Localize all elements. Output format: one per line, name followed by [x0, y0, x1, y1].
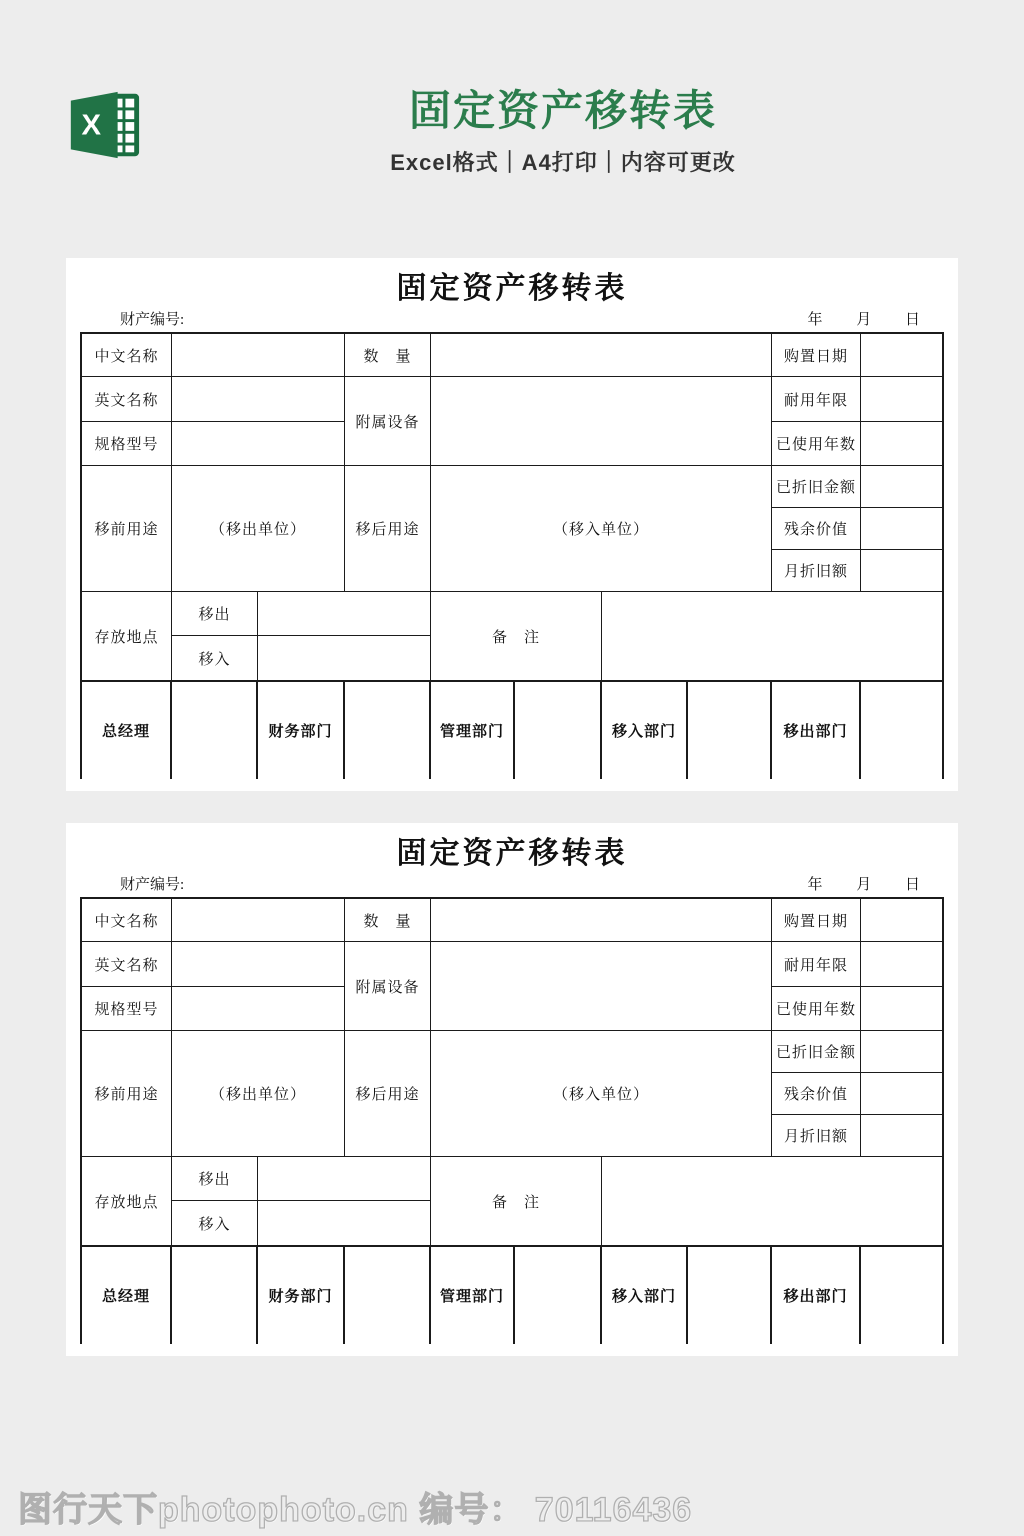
input-cell-cn-name	[172, 334, 345, 377]
label-transfer-out-dept: 移出部门	[772, 1247, 861, 1344]
label-en-name: 英文名称	[82, 377, 172, 422]
label-spec-model: 规格型号	[82, 422, 172, 466]
label-used-years: 已使用年数	[772, 422, 861, 466]
form-title: 固定资产移转表	[396, 272, 628, 305]
input-cell-purchase-date	[861, 334, 942, 377]
input-cell-purchase-date	[861, 899, 942, 942]
input-cell-en-name	[172, 942, 345, 987]
label-storage-location: 存放地点	[82, 592, 172, 682]
label-remarks: 备 注	[431, 592, 602, 682]
input-cell-monthly-depreciation	[861, 550, 942, 592]
form-table	[80, 332, 944, 779]
form-card-slot-1	[0, 258, 1024, 791]
label-management-dept: 管理部门	[431, 1247, 515, 1344]
sign-cell-transfer-in-dept	[688, 1247, 772, 1344]
input-cell-used-years	[861, 987, 942, 1031]
label-general-manager: 总经理	[82, 682, 172, 779]
sign-cell-general-manager	[172, 1247, 258, 1344]
asset-transfer-form-card	[66, 258, 958, 791]
input-cell-move-out	[258, 1157, 431, 1201]
property-no-label: 财产编号:	[120, 877, 185, 893]
label-transfer-in-dept: 移入部门	[602, 1247, 688, 1344]
svg-text:X: X	[81, 109, 102, 142]
label-transfer-in-dept: 移入部门	[602, 682, 688, 779]
month-label: 月	[856, 312, 872, 328]
sign-cell-general-manager	[172, 682, 258, 779]
label-depreciated-amount: 已折旧金额	[772, 1031, 861, 1073]
label-move-in: 移入	[172, 1201, 258, 1247]
month-label: 月	[856, 877, 872, 893]
input-cell-durable-years	[861, 942, 942, 987]
date-labels	[807, 873, 920, 897]
day-label: 日	[904, 312, 920, 328]
sign-cell-finance-dept	[345, 682, 431, 779]
label-durable-years: 耐用年限	[772, 942, 861, 987]
page-header	[0, 0, 1024, 258]
input-cell-spec-model	[172, 987, 345, 1031]
input-cell-used-years	[861, 422, 942, 466]
label-qty: 数 量	[345, 334, 431, 377]
label-monthly-depreciation: 月折旧额	[772, 1115, 861, 1157]
property-no-label: 财产编号:	[120, 312, 185, 328]
input-cell-depreciated-amount	[861, 466, 942, 508]
label-attached-equipment: 附属设备	[345, 942, 431, 1031]
page-subtitle: Excel格式｜A4打印｜内容可更改	[390, 150, 736, 175]
input-cell-residual-value	[861, 1073, 942, 1115]
label-en-name: 英文名称	[82, 942, 172, 987]
input-cell-move-out	[258, 592, 431, 636]
label-finance-dept: 财务部门	[258, 682, 345, 779]
input-cell-remarks	[602, 1157, 942, 1247]
form-card-slot-2	[0, 823, 1024, 1356]
input-cell-qty	[431, 899, 772, 942]
label-durable-years: 耐用年限	[772, 377, 861, 422]
day-label: 日	[904, 877, 920, 893]
label-purchase-date: 购置日期	[772, 334, 861, 377]
label-management-dept: 管理部门	[431, 682, 515, 779]
label-qty: 数 量	[345, 899, 431, 942]
label-finance-dept: 财务部门	[258, 1247, 345, 1344]
label-attached-equipment: 附属设备	[345, 377, 431, 466]
input-cell-move-in	[258, 636, 431, 682]
page-title: 固定资产移转表	[408, 87, 717, 134]
label-used-years: 已使用年数	[772, 987, 861, 1031]
label-move-out: 移出	[172, 592, 258, 636]
input-cell-en-name	[172, 377, 345, 422]
sign-cell-finance-dept	[345, 1247, 431, 1344]
form-table	[80, 897, 944, 1344]
input-cell-attached-equipment	[431, 942, 772, 1031]
input-cell-spec-model	[172, 422, 345, 466]
label-move-in: 移入	[172, 636, 258, 682]
label-move-out: 移出	[172, 1157, 258, 1201]
label-pre-transfer-use: 移前用途	[82, 466, 172, 592]
label-pre-transfer-use: 移前用途	[82, 1031, 172, 1157]
input-cell-remarks	[602, 592, 942, 682]
label-post-transfer-use: 移后用途	[345, 1031, 431, 1157]
label-cn-name: 中文名称	[82, 899, 172, 942]
year-label: 年	[807, 877, 823, 893]
sign-cell-management-dept	[515, 1247, 602, 1344]
label-spec-model: 规格型号	[82, 987, 172, 1031]
sign-cell-management-dept	[515, 682, 602, 779]
label-residual-value: 残余价值	[772, 508, 861, 550]
input-cell-qty	[431, 334, 772, 377]
asset-transfer-form-card	[66, 823, 958, 1356]
sign-cell-transfer-in-dept	[688, 682, 772, 779]
sign-cell-transfer-out-dept	[861, 682, 942, 779]
date-labels	[807, 308, 920, 332]
input-cell-residual-value	[861, 508, 942, 550]
label-remarks: 备 注	[431, 1157, 602, 1247]
sign-cell-transfer-out-dept	[861, 1247, 942, 1344]
input-cell-monthly-depreciation	[861, 1115, 942, 1157]
label-depreciated-amount: 已折旧金额	[772, 466, 861, 508]
label-residual-value: 残余价值	[772, 1073, 861, 1115]
header-text	[110, 86, 1016, 177]
label-general-manager: 总经理	[82, 1247, 172, 1344]
form-meta-row	[80, 308, 944, 332]
input-cell-cn-name	[172, 899, 345, 942]
watermark-text: 图行天下photophoto.cn 编号： 70116436	[18, 1491, 693, 1529]
input-cell-move-in	[258, 1201, 431, 1247]
label-post-transfer-use: 移后用途	[345, 466, 431, 592]
input-cell-attached-equipment	[431, 377, 772, 466]
cell-transfer-in-unit: （移入单位）	[431, 466, 772, 592]
cell-transfer-out-unit: （移出单位）	[172, 466, 345, 592]
label-storage-location: 存放地点	[82, 1157, 172, 1247]
cell-transfer-in-unit: （移入单位）	[431, 1031, 772, 1157]
label-monthly-depreciation: 月折旧额	[772, 550, 861, 592]
input-cell-depreciated-amount	[861, 1031, 942, 1073]
label-transfer-out-dept: 移出部门	[772, 682, 861, 779]
cell-transfer-out-unit: （移出单位）	[172, 1031, 345, 1157]
input-cell-durable-years	[861, 377, 942, 422]
form-meta-row	[80, 873, 944, 897]
label-purchase-date: 购置日期	[772, 899, 861, 942]
label-cn-name: 中文名称	[82, 334, 172, 377]
year-label: 年	[807, 312, 823, 328]
form-title: 固定资产移转表	[396, 837, 628, 870]
